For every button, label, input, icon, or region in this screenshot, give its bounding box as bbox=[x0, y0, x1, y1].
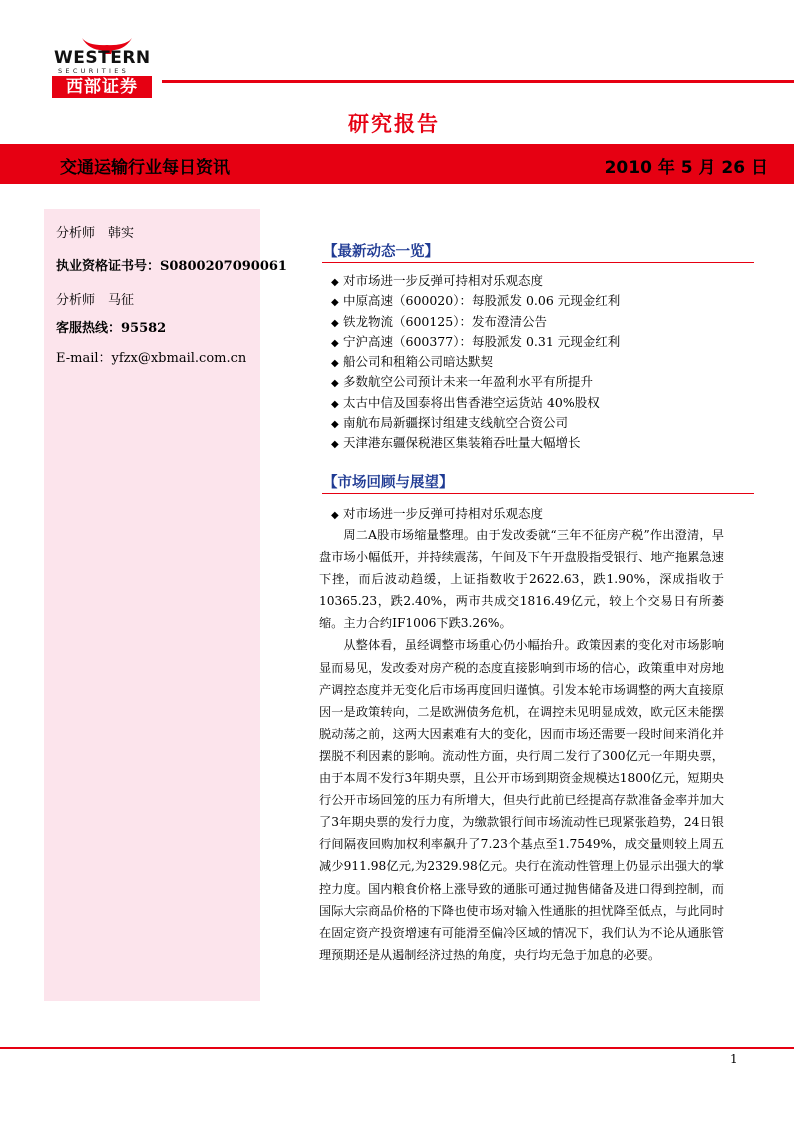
news-list bbox=[331, 271, 620, 454]
analyst-1: 分析师 韩实 bbox=[56, 226, 135, 241]
report-title: 研究报告 bbox=[348, 111, 440, 136]
page-number: 1 bbox=[730, 1052, 738, 1066]
diamond-icon: ◆ bbox=[331, 378, 339, 390]
list-item: ◆ 太古中信及国泰将出售香港空运货站 40%股权 bbox=[331, 394, 600, 410]
section-rule bbox=[322, 493, 754, 494]
diamond-icon: ◆ bbox=[331, 297, 339, 309]
diamond-icon: ◆ bbox=[331, 510, 339, 521]
market-review-heading: 【市场回顾与展望】 bbox=[323, 475, 454, 491]
list-item: ◆ 天津港东疆保税港区集装箱吞吐量大幅增长 bbox=[331, 435, 581, 451]
banner-date: 2010 年 5 月 26 日 bbox=[604, 158, 768, 178]
diamond-icon: ◆ bbox=[331, 277, 339, 288]
market-subheading: ◆ 对市场进一步反弹可持相对乐观态度 bbox=[331, 506, 544, 521]
analyst-sidebar bbox=[44, 209, 287, 1001]
diamond-icon: ◆ bbox=[331, 337, 339, 349]
diamond-icon: ◆ bbox=[331, 358, 339, 370]
diamond-icon: ◆ bbox=[331, 317, 339, 329]
list-item: ◆ 南航布局新疆探讨组建支线航空合资公司 bbox=[331, 415, 569, 431]
logo-subtitle: SECURITIES bbox=[58, 67, 130, 75]
list-item: ◆ 中原高速（600020）：每股派发 0.06 元现金红利 bbox=[331, 293, 621, 309]
footer-rule bbox=[0, 1047, 794, 1049]
list-item: ◆ 多数航空公司预计未来一年盈利水平有所提升 bbox=[331, 374, 594, 390]
list-item: ◆ 宁沪高速（600377）：每股派发 0.31 元现金红利 bbox=[331, 333, 621, 349]
header-rule bbox=[162, 80, 794, 83]
diamond-icon: ◆ bbox=[331, 419, 339, 431]
banner-title: 交通运输行业每日资讯 bbox=[60, 158, 230, 178]
paragraph: 从整体看，虽经调整市场重心仍小幅抬升。政策因素的变化对市场影响显而易见，发改委对房产税的态度直接影响到市场的信心，政策重申对房地产调控态度并无变化后市场再度回归谨慎。引发本轮市场调整的两大直接原因一是政策转向，二是欧洲债务危机，在调控未见明显成效，欧元区未能摆脱动荡之前，这两大因素难有大的变化，因而市场还需要一段时间来消化并摆脱不利因素的影响。流动性方面，央行周二发行了300亿元一年期央票，由于本周不发行3年期央票，且公开市场到期资金规模达1800亿元，短期央行公开市场回笼的压力有所增大，但央行此前已经提高存款准备金率并加大了3年期央票的发行力度，为缴款银行间市场流动性已现紧张趋势，24日银行间隔夜回购加权利率飙升了7.23个基点至1.7549%，成交量则较上周五减少911.98亿元,为2329.98亿元。央行在流动性管理上仍显示出强大的掌控力度。国内粮食价格上涨导致的通胀可通过抛售储备及进口得到控制，而国际大宗商品价格的下降也使市场对输入性通胀的担忧降至低点，与此同时在固定资产投资增速有可能滑至偏冷区域的情况下，我们认为不论从通胀管理预期还是从遏制经济过热的角度，央行均无急于加息的必要。 bbox=[319, 638, 724, 962]
license-number: 执业资格证书号：S0800207090061 bbox=[56, 259, 287, 274]
analyst-2: 分析师 马征 bbox=[56, 293, 135, 308]
list-item: ◆ 铁龙物流（600125）：发布澄清公告 bbox=[331, 313, 547, 329]
list-item: ◆ 对市场进一步反弹可持相对乐观态度 bbox=[331, 273, 544, 288]
diamond-icon: ◆ bbox=[331, 398, 339, 410]
diamond-icon: ◆ bbox=[331, 439, 339, 451]
service-hotline: 客服热线：95582 bbox=[56, 321, 167, 336]
list-item: ◆ 船公司和租箱公司暗达默契 bbox=[331, 354, 494, 370]
company-logo bbox=[52, 36, 162, 100]
market-review-body bbox=[319, 524, 724, 966]
logo-chinese-name: 西部证券 bbox=[52, 76, 152, 98]
logo-english-name: WESTERN bbox=[54, 48, 151, 68]
email-link[interactable]: E-mail：yfzx@xbmail.com.cn bbox=[56, 351, 247, 366]
latest-news-heading: 【最新动态一览】 bbox=[323, 244, 439, 260]
paragraph: 周二A股市场缩量整理。由于发改委就“三年不征房产税”作出澄清，早盘市场小幅低开，并持续震荡，午间及下午开盘股指受银行、地产拖累急速下挫，而后波动趋缓，上证指数收于2622.63，跌1.90%，深成指收于10365.23，跌2.40%，两市共成交1816.49亿元，较上个交易日有所萎缩。主力合约IF1006下跌3.26%。 bbox=[319, 528, 724, 631]
section-rule bbox=[322, 262, 754, 263]
